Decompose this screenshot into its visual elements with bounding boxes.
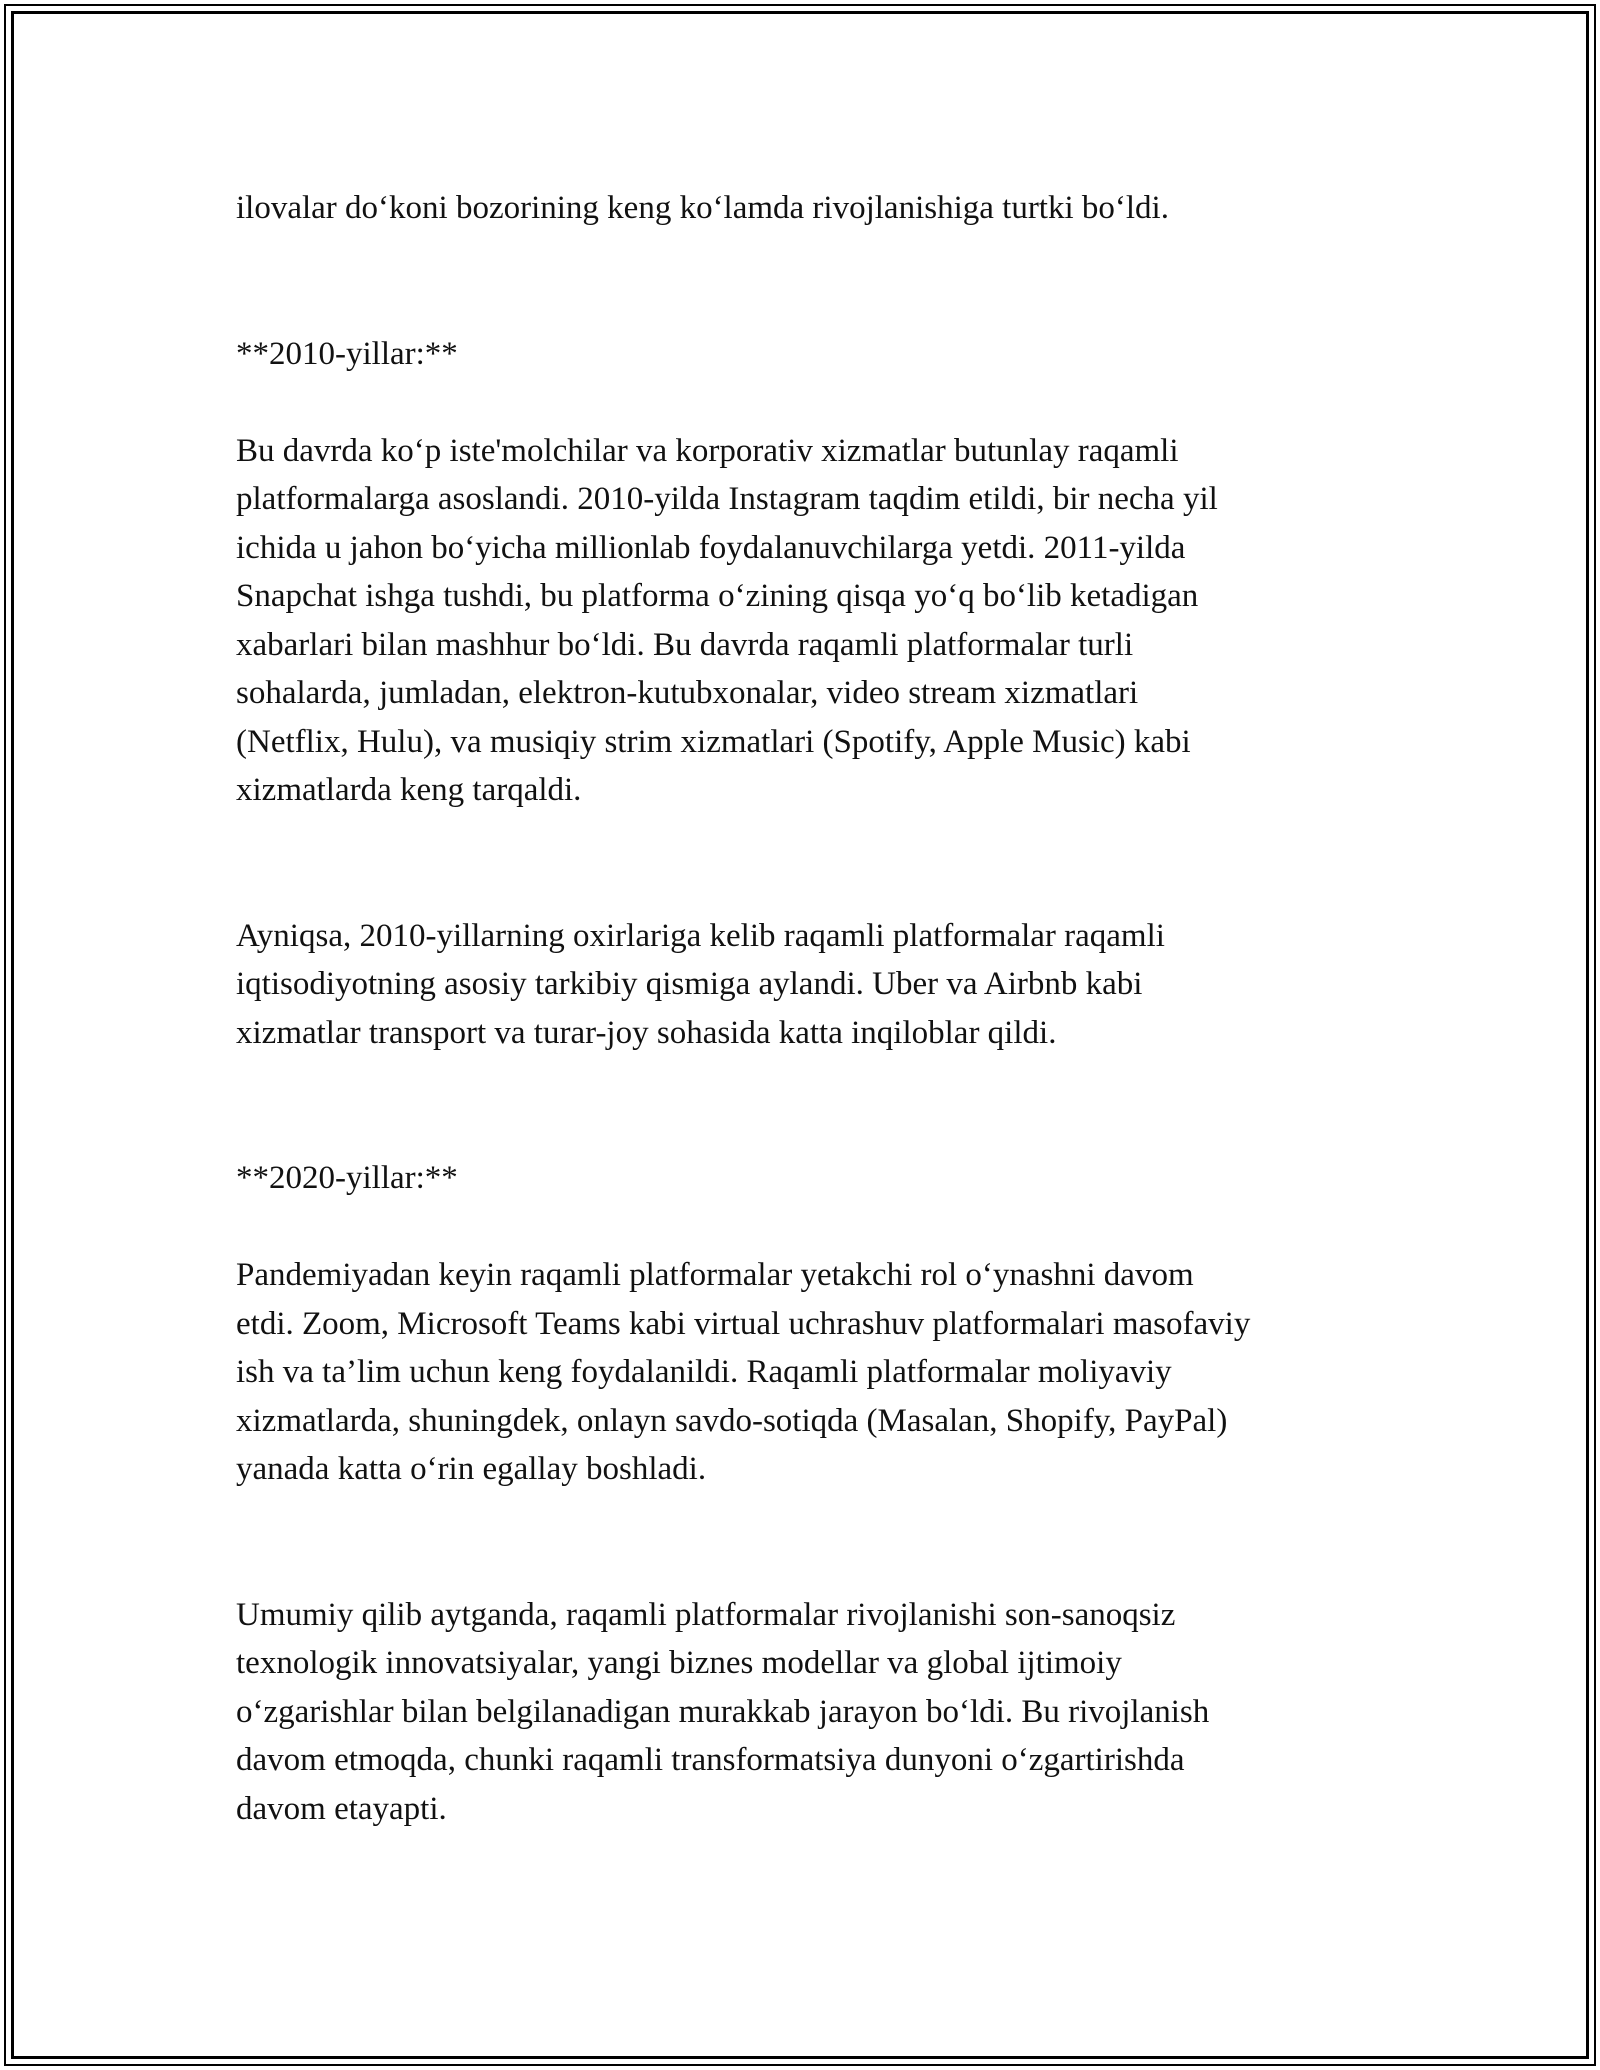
document-body	[236, 184, 1386, 1882]
paragraph-conclusion: Umumiy qilib aytganda, raqamli platformalar rivojlanishi son-sanoqsiz texnologik innovatsiyalar, yangi biznes modellar va global ijtimoiy o‘zgarishlar bilan belgilanadigan murakkab jarayon bo‘ldi. Bu rivojlanish davom etmoqda, chunki raqamli transformatsiya dunyoni o‘zgartirishda davom etayapti.	[236, 1596, 1210, 1827]
section-2010s	[236, 281, 1386, 863]
paragraph-intro-fragment: ilovalar do‘koni bozorining keng ko‘lamda rivojlanishiga turtki bo‘ldi.	[236, 190, 1169, 226]
paragraph-2020s: Pandemiyadan keyin raqamli platformalar yetakchi rol o‘ynashni davom etdi. Zoom, Microsoft Teams kabi virtual uchrashuv platformalari masofaviy ish va ta’lim uchun keng foydalanildi. Raqamli platformalar moliyaviy xizmatlarda, shuningdek, onlayn savdo-sotiqda (Masalan, Shopify, PayPal) yanada katta o‘rin egallay boshladi.	[236, 1257, 1251, 1487]
section-heading-2020s: **2020-yillar:**	[236, 1160, 458, 1196]
paragraph-2010s: Bu davrda ko‘p iste'molchilar va korporativ xizmatlar butunlay raqamli platformalarga asoslandi. 2010-yilda Instagram taqdim etildi, bir necha yil ichida u jahon bo‘yicha millionlab foydalanuvchilarga yetdi. 2011-yilda Snapchat ishga tushdi, bu platforma o‘zining qisqa yo‘q bo‘lib ketadigan xabarlari bilan mashhur bo‘ldi. Bu davrda raqamli platformalar turli sohalarda, jumladan, elektron-kutubxonalar, video stream xizmatlari (Netflix, Hulu), va musiqiy strim xizmatlari (Spotify, Apple Music) kabi xizmatlarda keng tarqaldi.	[236, 432, 1218, 808]
section-2020s	[236, 1106, 1386, 1543]
paragraph-late-2010s: Ayniqsa, 2010-yillarning oxirlariga kelib raqamli platformalar raqamli iqtisodiyotning asosiy tarkibiy qismiga aylandi. Uber va Airbnb kabi xizmatlar transport va turar-joy sohasida katta inqiloblar qildi.	[236, 917, 1165, 1051]
section-heading-2010s: **2010-yillar:**	[236, 335, 458, 372]
